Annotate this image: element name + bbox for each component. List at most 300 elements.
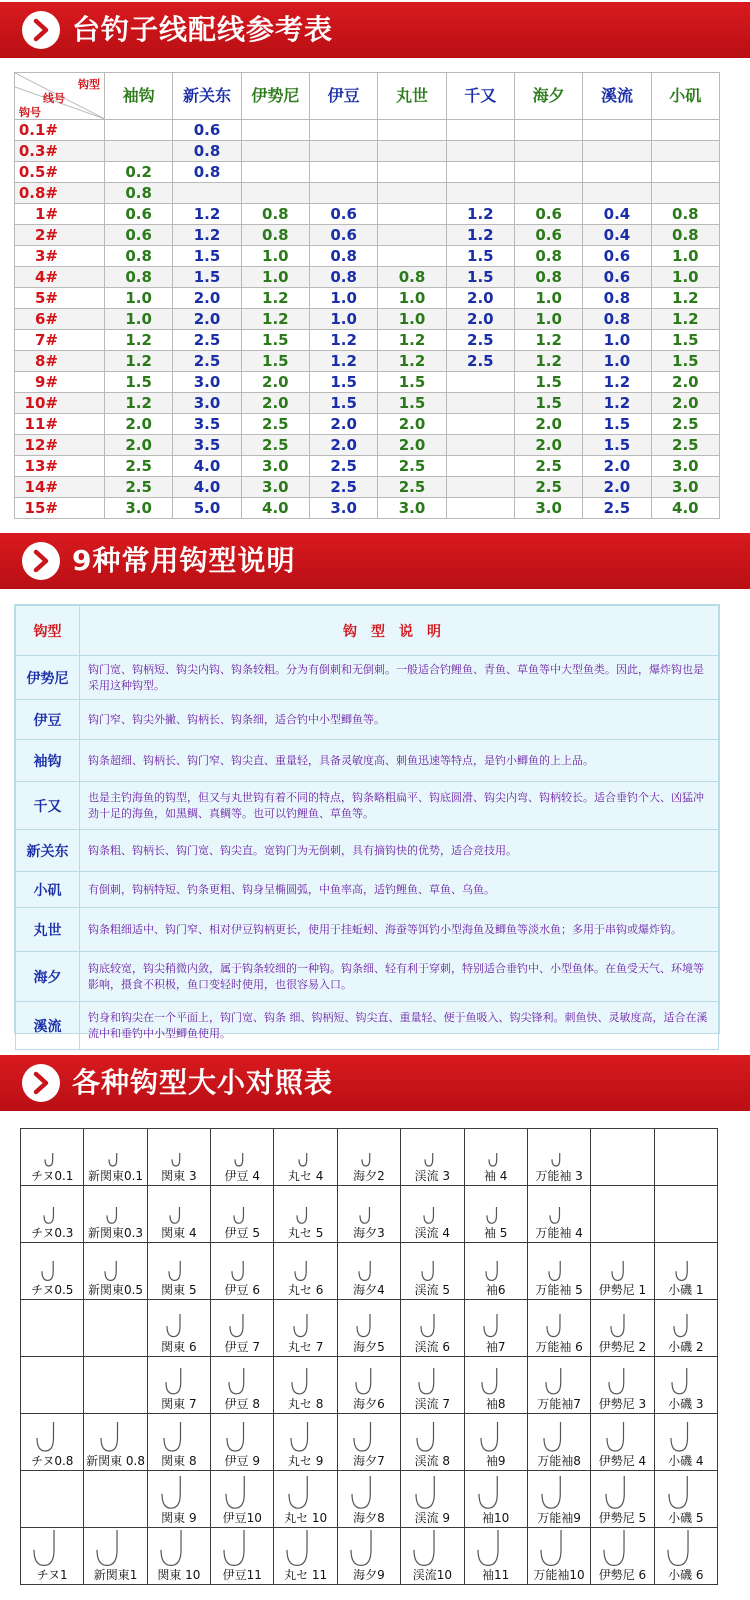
hook-size-label: チヌ0.5 bbox=[30, 1283, 74, 1297]
table-cell bbox=[378, 204, 446, 225]
column-header: 袖钩 bbox=[105, 73, 173, 120]
fish-hook-icon bbox=[360, 1151, 378, 1169]
hook-cell bbox=[591, 1357, 654, 1414]
fish-hook-icon bbox=[40, 1259, 64, 1283]
hook-size-label: 万能袖 3 bbox=[535, 1169, 583, 1183]
fish-hook-icon bbox=[228, 1312, 256, 1340]
fish-hook-icon bbox=[354, 1366, 385, 1397]
hook-size-label: 海夕8 bbox=[353, 1511, 385, 1525]
fish-hook-icon bbox=[417, 1366, 448, 1397]
table-cell: 1.2 bbox=[378, 351, 446, 372]
fish-hook-icon bbox=[107, 1151, 125, 1169]
hook-cell bbox=[21, 1129, 84, 1186]
fish-hook-icon bbox=[485, 1205, 506, 1226]
hook-cell bbox=[527, 1243, 590, 1300]
table-cell: 0.8 bbox=[173, 162, 241, 183]
hook-name: 新关东 bbox=[16, 830, 80, 872]
hook-size-label: 万能袖8 bbox=[537, 1454, 581, 1468]
table-cell: 1.2 bbox=[105, 393, 173, 414]
hook-name: 伊势尼 bbox=[16, 656, 80, 700]
table-cell: 0.4 bbox=[583, 225, 651, 246]
fish-hook-icon bbox=[164, 1366, 195, 1397]
hook-cell bbox=[274, 1528, 337, 1585]
row-header: 4# bbox=[15, 267, 105, 288]
hook-cell bbox=[21, 1300, 84, 1357]
hook-cell bbox=[84, 1300, 147, 1357]
row-header: 3# bbox=[15, 246, 105, 267]
hook-size-label: 伊豆 4 bbox=[224, 1169, 260, 1183]
hook-cell bbox=[211, 1414, 274, 1471]
hook-cell bbox=[84, 1471, 147, 1528]
table-cell: 2.0 bbox=[651, 393, 719, 414]
hook-size-label: 海夕4 bbox=[353, 1283, 385, 1297]
table-cell bbox=[378, 120, 446, 141]
column-header: 伊豆 bbox=[309, 73, 377, 120]
hook-size-label: 伊豆 5 bbox=[224, 1226, 260, 1240]
table-cell: 2.0 bbox=[446, 288, 514, 309]
hook-size-label: 万能袖 6 bbox=[535, 1340, 583, 1354]
table-row bbox=[16, 700, 719, 740]
table-cell: 3.0 bbox=[651, 477, 719, 498]
hook-size-label: 小磯 5 bbox=[668, 1511, 704, 1525]
hook-size-label: 伊豆10 bbox=[222, 1511, 262, 1525]
fish-hook-icon bbox=[476, 1528, 516, 1568]
table-cell: 0.8 bbox=[105, 183, 173, 204]
table-cell: 1.5 bbox=[446, 246, 514, 267]
fish-hook-icon bbox=[162, 1420, 196, 1454]
table-cell: 1.0 bbox=[651, 246, 719, 267]
table-row bbox=[16, 872, 719, 908]
table-cell: 2.5 bbox=[583, 498, 651, 519]
table-cell: 2.5 bbox=[241, 435, 309, 456]
hook-description: 钩门窄、钩尖外撇、钩柄长、钩条细，适合钓中小型鲫鱼等。 bbox=[80, 700, 719, 740]
table-cell: 0.6 bbox=[173, 120, 241, 141]
table-row bbox=[16, 908, 719, 952]
table-cell: 0.4 bbox=[583, 204, 651, 225]
table-cell: 3.0 bbox=[309, 498, 377, 519]
hook-size-label: 丸セ 9 bbox=[287, 1454, 324, 1468]
table-cell: 3.0 bbox=[173, 372, 241, 393]
hook-size-label: 渓流 9 bbox=[414, 1511, 451, 1525]
hook-cell bbox=[337, 1414, 400, 1471]
hook-cell bbox=[401, 1300, 464, 1357]
table-row bbox=[16, 830, 719, 872]
hook-cell bbox=[527, 1528, 590, 1585]
table-cell bbox=[378, 141, 446, 162]
table-cell: 1.0 bbox=[514, 309, 582, 330]
fish-hook-icon bbox=[604, 1474, 641, 1511]
hook-size-label: 新関東 0.8 bbox=[86, 1454, 145, 1468]
table-cell: 1.5 bbox=[173, 267, 241, 288]
hook-cell bbox=[211, 1357, 274, 1414]
table-cell: 0.8 bbox=[173, 141, 241, 162]
table-cell: 2.0 bbox=[173, 309, 241, 330]
table-cell: 2.5 bbox=[651, 435, 719, 456]
hook-size-label: 新関東1 bbox=[93, 1568, 138, 1583]
hook-description: 钩底较宽，钩尖稍微内敛，属于钩条较细的一种钩。钩条细、轻有利于穿刺，特别适合垂钓中、小型鱼体。在鱼受天气、环境等影响，摄食不积极，鱼口变轻时使用，也很容易入口。 bbox=[80, 952, 719, 1002]
hook-size-label: 伊勢尼 2 bbox=[598, 1340, 647, 1354]
hook-size-label: チヌ0.1 bbox=[30, 1169, 74, 1183]
table-cell: 1.5 bbox=[173, 246, 241, 267]
hook-size-label: 海夕7 bbox=[353, 1454, 385, 1468]
fish-hook-icon bbox=[349, 1528, 389, 1568]
hook-name: 海夕 bbox=[16, 952, 80, 1002]
hook-cell bbox=[591, 1186, 654, 1243]
hook-size-label: 万能袖9 bbox=[537, 1511, 581, 1525]
hook-size-label: 渓流 4 bbox=[414, 1226, 451, 1240]
table-cell: 1.2 bbox=[378, 330, 446, 351]
table-cell: 1.5 bbox=[309, 393, 377, 414]
fish-hook-icon bbox=[350, 1474, 387, 1511]
hook-size-label: 海夕9 bbox=[353, 1568, 385, 1583]
hook-cell bbox=[337, 1186, 400, 1243]
fish-hook-icon bbox=[297, 1151, 315, 1169]
table-row bbox=[16, 782, 719, 830]
table-cell: 2.5 bbox=[446, 351, 514, 372]
hook-size-label: 新関東0.5 bbox=[87, 1283, 144, 1297]
hook-cell bbox=[147, 1186, 210, 1243]
hook-size-label: 関東 7 bbox=[161, 1397, 197, 1411]
hook-row bbox=[21, 1300, 718, 1357]
table-cell: 3.0 bbox=[105, 498, 173, 519]
section-banner-1 bbox=[0, 2, 750, 58]
fish-hook-icon bbox=[605, 1420, 639, 1454]
hook-size-label: 丸セ 6 bbox=[287, 1283, 324, 1297]
row-header: 0.5# bbox=[15, 162, 105, 183]
hook-cell bbox=[527, 1414, 590, 1471]
hook-name: 丸世 bbox=[16, 908, 80, 952]
fish-hook-icon bbox=[227, 1366, 258, 1397]
hook-description-panel bbox=[14, 604, 720, 1040]
hook-cell bbox=[527, 1357, 590, 1414]
table-cell: 2.5 bbox=[105, 456, 173, 477]
fish-hook-icon bbox=[165, 1312, 193, 1340]
hook-cell bbox=[147, 1414, 210, 1471]
hook-cell bbox=[147, 1129, 210, 1186]
table-corner bbox=[15, 73, 105, 120]
hook-cell bbox=[337, 1528, 400, 1585]
hook-cell bbox=[401, 1357, 464, 1414]
hook-size-label: 新関東0.3 bbox=[87, 1226, 144, 1240]
chevron-right-icon bbox=[22, 11, 60, 49]
fish-hook-icon bbox=[414, 1474, 451, 1511]
table-cell bbox=[241, 183, 309, 204]
table-row bbox=[15, 351, 720, 372]
hook-cell bbox=[654, 1528, 717, 1585]
hook-description: 钩门宽、钩柄短、钩尖内钩、钩条较粗。分为有倒刺和无倒刺。一般适合钓鲤鱼、青鱼、草鱼等中大型鱼类。因此，爆炸钩也是采用这种钩型。 bbox=[80, 656, 719, 700]
table-cell: 2.0 bbox=[514, 414, 582, 435]
hook-size-label: 渓流 7 bbox=[414, 1397, 451, 1411]
column-header: 丸世 bbox=[378, 73, 446, 120]
hook-cell bbox=[84, 1528, 147, 1585]
table-cell: 1.5 bbox=[241, 351, 309, 372]
table-cell: 1.2 bbox=[173, 204, 241, 225]
hook-size-label: 関東 5 bbox=[161, 1283, 197, 1297]
hook-cell bbox=[274, 1243, 337, 1300]
hook-cell bbox=[211, 1528, 274, 1585]
corner-hook-no: 钩号 bbox=[19, 106, 41, 119]
table-cell: 1.0 bbox=[378, 288, 446, 309]
fish-hook-icon bbox=[357, 1259, 381, 1283]
table-cell bbox=[309, 183, 377, 204]
table-cell: 0.8 bbox=[514, 267, 582, 288]
fish-hook-icon bbox=[170, 1151, 188, 1169]
fish-hook-icon bbox=[419, 1312, 447, 1340]
hook-size-label: 伊豆 6 bbox=[224, 1283, 260, 1297]
table-cell bbox=[446, 456, 514, 477]
fish-hook-icon bbox=[293, 1259, 317, 1283]
table-cell: 4.0 bbox=[173, 477, 241, 498]
fish-hook-icon bbox=[545, 1312, 573, 1340]
hook-size-label: 渓流10 bbox=[412, 1568, 452, 1583]
table-cell bbox=[514, 183, 582, 204]
section-title: 9种常用钩型说明 bbox=[72, 544, 296, 577]
hook-description: 钓身和钩尖在一个平面上，钩门宽、钩条 细、钩柄短、钩尖直、重量轻、便于鱼吸入、钩尖锋利。刺鱼快、灵敏度高，适合在溪流中和垂钓中小型鲫鱼使用。 bbox=[80, 1002, 719, 1050]
hook-cell bbox=[147, 1528, 210, 1585]
table-cell: 4.0 bbox=[173, 456, 241, 477]
fish-hook-icon bbox=[287, 1474, 324, 1511]
table-cell: 0.2 bbox=[105, 162, 173, 183]
hook-cell bbox=[21, 1357, 84, 1414]
table-cell bbox=[173, 183, 241, 204]
table-cell: 2.0 bbox=[105, 435, 173, 456]
hook-size-label: 丸セ 7 bbox=[287, 1340, 324, 1354]
hook-size-label: 万能袖10 bbox=[533, 1568, 585, 1583]
fish-hook-icon bbox=[547, 1259, 571, 1283]
hook-cell bbox=[274, 1300, 337, 1357]
fish-hook-icon bbox=[669, 1420, 703, 1454]
table-cell: 1.2 bbox=[309, 351, 377, 372]
section-title: 各种钩型大小对照表 bbox=[72, 1066, 334, 1099]
table-cell: 1.2 bbox=[105, 351, 173, 372]
header-description: 钩型说明 bbox=[80, 606, 719, 656]
hook-row bbox=[21, 1528, 718, 1585]
hook-size-label: 小磯 3 bbox=[668, 1397, 704, 1411]
hook-cell bbox=[654, 1357, 717, 1414]
table-cell bbox=[651, 162, 719, 183]
hook-description: 有倒刺，钩柄特短、钓条更粗、钩身呈椭圆弧，中鱼率高，适钓鲤鱼、草鱼、乌鱼。 bbox=[80, 872, 719, 908]
hook-name: 袖钩 bbox=[16, 740, 80, 782]
hook-size-label: 袖11 bbox=[482, 1568, 510, 1583]
table-row bbox=[15, 120, 720, 141]
fish-hook-icon bbox=[674, 1259, 698, 1283]
table-cell: 2.0 bbox=[378, 414, 446, 435]
table-cell bbox=[446, 393, 514, 414]
table-cell: 1.5 bbox=[651, 351, 719, 372]
hook-size-label: 小磯 4 bbox=[668, 1454, 704, 1468]
hook-size-label: 伊豆 8 bbox=[224, 1397, 260, 1411]
hook-size-label: 海夕3 bbox=[353, 1226, 385, 1240]
table-cell: 0.6 bbox=[514, 225, 582, 246]
fish-hook-icon bbox=[224, 1474, 261, 1511]
table-cell: 2.0 bbox=[105, 414, 173, 435]
hook-description: 也是主钓海鱼的钩型，但又与丸世钩有着不同的特点，钩条略粗扁平、钩底圆滑、钩尖内弯、钩柄较长。适合垂钓个大、凶猛冲劲十足的海鱼，如黑鲷、真鲷等。也可以钓鲤鱼、草鱼等。 bbox=[80, 782, 719, 830]
header-hook-type: 钩型 bbox=[16, 606, 80, 656]
hook-size-label: 伊勢尼 4 bbox=[598, 1454, 647, 1468]
fish-hook-icon bbox=[352, 1420, 386, 1454]
table-cell: 1.0 bbox=[583, 351, 651, 372]
fish-hook-icon bbox=[667, 1474, 704, 1511]
table-cell: 5.0 bbox=[173, 498, 241, 519]
table-row bbox=[16, 656, 719, 700]
hook-size-label: 袖10 bbox=[482, 1511, 510, 1525]
table-row bbox=[15, 372, 720, 393]
hook-size-label: 渓流 8 bbox=[414, 1454, 451, 1468]
hook-size-label: 袖 5 bbox=[483, 1226, 508, 1240]
row-header: 15# bbox=[15, 498, 105, 519]
table-cell bbox=[446, 498, 514, 519]
hook-cell bbox=[527, 1186, 590, 1243]
table-cell: 0.8 bbox=[378, 267, 446, 288]
table-cell bbox=[446, 162, 514, 183]
table-cell bbox=[378, 183, 446, 204]
fish-hook-icon bbox=[230, 1259, 254, 1283]
hook-size-label: 関東 3 bbox=[161, 1169, 197, 1183]
table-cell: 2.0 bbox=[241, 372, 309, 393]
table-cell: 2.0 bbox=[583, 456, 651, 477]
table-cell: 1.2 bbox=[583, 393, 651, 414]
row-header: 14# bbox=[15, 477, 105, 498]
table-cell: 0.6 bbox=[583, 267, 651, 288]
table-cell: 2.0 bbox=[583, 477, 651, 498]
hook-size-label: 万能袖 4 bbox=[535, 1226, 583, 1240]
hook-cell bbox=[401, 1528, 464, 1585]
hook-cell bbox=[337, 1471, 400, 1528]
section-banner-3 bbox=[0, 1055, 750, 1111]
hook-size-label: チヌ0.8 bbox=[30, 1454, 74, 1468]
table-cell: 0.8 bbox=[105, 246, 173, 267]
table-cell: 1.2 bbox=[173, 225, 241, 246]
table-row bbox=[16, 740, 719, 782]
hook-row bbox=[21, 1357, 718, 1414]
fish-hook-icon bbox=[415, 1420, 449, 1454]
table-cell: 1.5 bbox=[105, 372, 173, 393]
table-cell: 2.0 bbox=[651, 372, 719, 393]
fish-hook-icon bbox=[285, 1528, 325, 1568]
table-cell: 1.0 bbox=[651, 267, 719, 288]
hook-cell bbox=[527, 1471, 590, 1528]
hook-description: 钩条粗细适中、钩门窄、相对伊豆钩柄更长，使用于挂蚯蚓、海蚕等饵钓小型海鱼及鲫鱼等淡水鱼；多用于串钩或爆炸钩。 bbox=[80, 908, 719, 952]
column-header: 千又 bbox=[446, 73, 514, 120]
fish-hook-icon bbox=[167, 1259, 191, 1283]
hook-size-label: 袖6 bbox=[485, 1283, 506, 1297]
hook-size-label: 伊勢尼 3 bbox=[598, 1397, 647, 1411]
table-cell bbox=[651, 141, 719, 162]
table-cell: 1.5 bbox=[309, 372, 377, 393]
hook-cell bbox=[401, 1186, 464, 1243]
hook-cell bbox=[274, 1129, 337, 1186]
hook-cell bbox=[654, 1471, 717, 1528]
chevron-right-icon bbox=[22, 542, 60, 580]
hook-size-label: 小磯 6 bbox=[668, 1568, 704, 1583]
fish-hook-icon bbox=[168, 1205, 189, 1226]
table-cell: 1.2 bbox=[651, 309, 719, 330]
column-header: 海夕 bbox=[514, 73, 582, 120]
column-header: 小矶 bbox=[651, 73, 719, 120]
hook-size-label: 新関東0.1 bbox=[87, 1169, 144, 1183]
table-cell: 2.5 bbox=[514, 477, 582, 498]
fish-hook-icon bbox=[43, 1151, 61, 1169]
hook-cell bbox=[211, 1129, 274, 1186]
table-row bbox=[15, 435, 720, 456]
hook-name: 小矶 bbox=[16, 872, 80, 908]
hook-size-label: 丸セ 11 bbox=[284, 1568, 328, 1583]
row-header: 9# bbox=[15, 372, 105, 393]
table-cell: 1.2 bbox=[309, 330, 377, 351]
table-row bbox=[15, 246, 720, 267]
table-cell: 0.6 bbox=[583, 246, 651, 267]
hook-size-label: 関東 8 bbox=[161, 1454, 197, 1468]
section-banner-2 bbox=[0, 533, 750, 589]
hook-size-label: 海夕5 bbox=[353, 1340, 385, 1354]
hook-size-label: 渓流 6 bbox=[414, 1340, 451, 1354]
hook-cell bbox=[464, 1186, 527, 1243]
hook-size-label: 伊豆 9 bbox=[224, 1454, 260, 1468]
hook-cell bbox=[654, 1129, 717, 1186]
hook-size-label: 丸セ 8 bbox=[287, 1397, 324, 1411]
table-cell: 0.6 bbox=[105, 204, 173, 225]
hook-cell bbox=[21, 1414, 84, 1471]
hook-cell bbox=[274, 1357, 337, 1414]
table-cell: 0.8 bbox=[309, 267, 377, 288]
hook-cell bbox=[84, 1186, 147, 1243]
hook-size-label: 渓流 3 bbox=[414, 1169, 451, 1183]
row-header: 5# bbox=[15, 288, 105, 309]
section-title: 台钓子线配线参考表 bbox=[72, 13, 334, 46]
table-row bbox=[15, 498, 720, 519]
row-header: 11# bbox=[15, 414, 105, 435]
fish-hook-icon bbox=[423, 1151, 441, 1169]
hook-cell bbox=[21, 1471, 84, 1528]
table-cell: 2.5 bbox=[309, 477, 377, 498]
table-cell: 3.0 bbox=[241, 477, 309, 498]
table-cell: 3.5 bbox=[173, 414, 241, 435]
hook-size-label: 関東 9 bbox=[161, 1511, 197, 1525]
hook-row bbox=[21, 1414, 718, 1471]
table-cell: 1.5 bbox=[514, 372, 582, 393]
hook-cell bbox=[337, 1300, 400, 1357]
hook-row bbox=[21, 1243, 718, 1300]
hook-row bbox=[21, 1129, 718, 1186]
table-cell: 1.5 bbox=[378, 372, 446, 393]
table-row bbox=[15, 288, 720, 309]
hook-cell bbox=[591, 1300, 654, 1357]
hook-cell bbox=[211, 1300, 274, 1357]
fish-hook-icon bbox=[233, 1151, 251, 1169]
table-cell: 2.5 bbox=[378, 456, 446, 477]
table-row bbox=[16, 1002, 719, 1050]
table-cell: 2.0 bbox=[514, 435, 582, 456]
fish-hook-icon bbox=[295, 1205, 316, 1226]
table-cell bbox=[378, 162, 446, 183]
hook-cell bbox=[401, 1243, 464, 1300]
hook-cell bbox=[84, 1414, 147, 1471]
table-cell bbox=[446, 183, 514, 204]
hook-cell bbox=[654, 1414, 717, 1471]
fish-hook-icon bbox=[479, 1420, 513, 1454]
hook-name: 溪流 bbox=[16, 1002, 80, 1050]
table-cell: 0.8 bbox=[651, 204, 719, 225]
hook-cell bbox=[84, 1243, 147, 1300]
table-cell: 0.8 bbox=[241, 225, 309, 246]
table-row bbox=[15, 141, 720, 162]
hook-cell bbox=[21, 1528, 84, 1585]
hook-cell bbox=[591, 1243, 654, 1300]
hook-cell bbox=[464, 1300, 527, 1357]
row-header: 7# bbox=[15, 330, 105, 351]
table-cell: 3.0 bbox=[241, 456, 309, 477]
table-row bbox=[15, 414, 720, 435]
